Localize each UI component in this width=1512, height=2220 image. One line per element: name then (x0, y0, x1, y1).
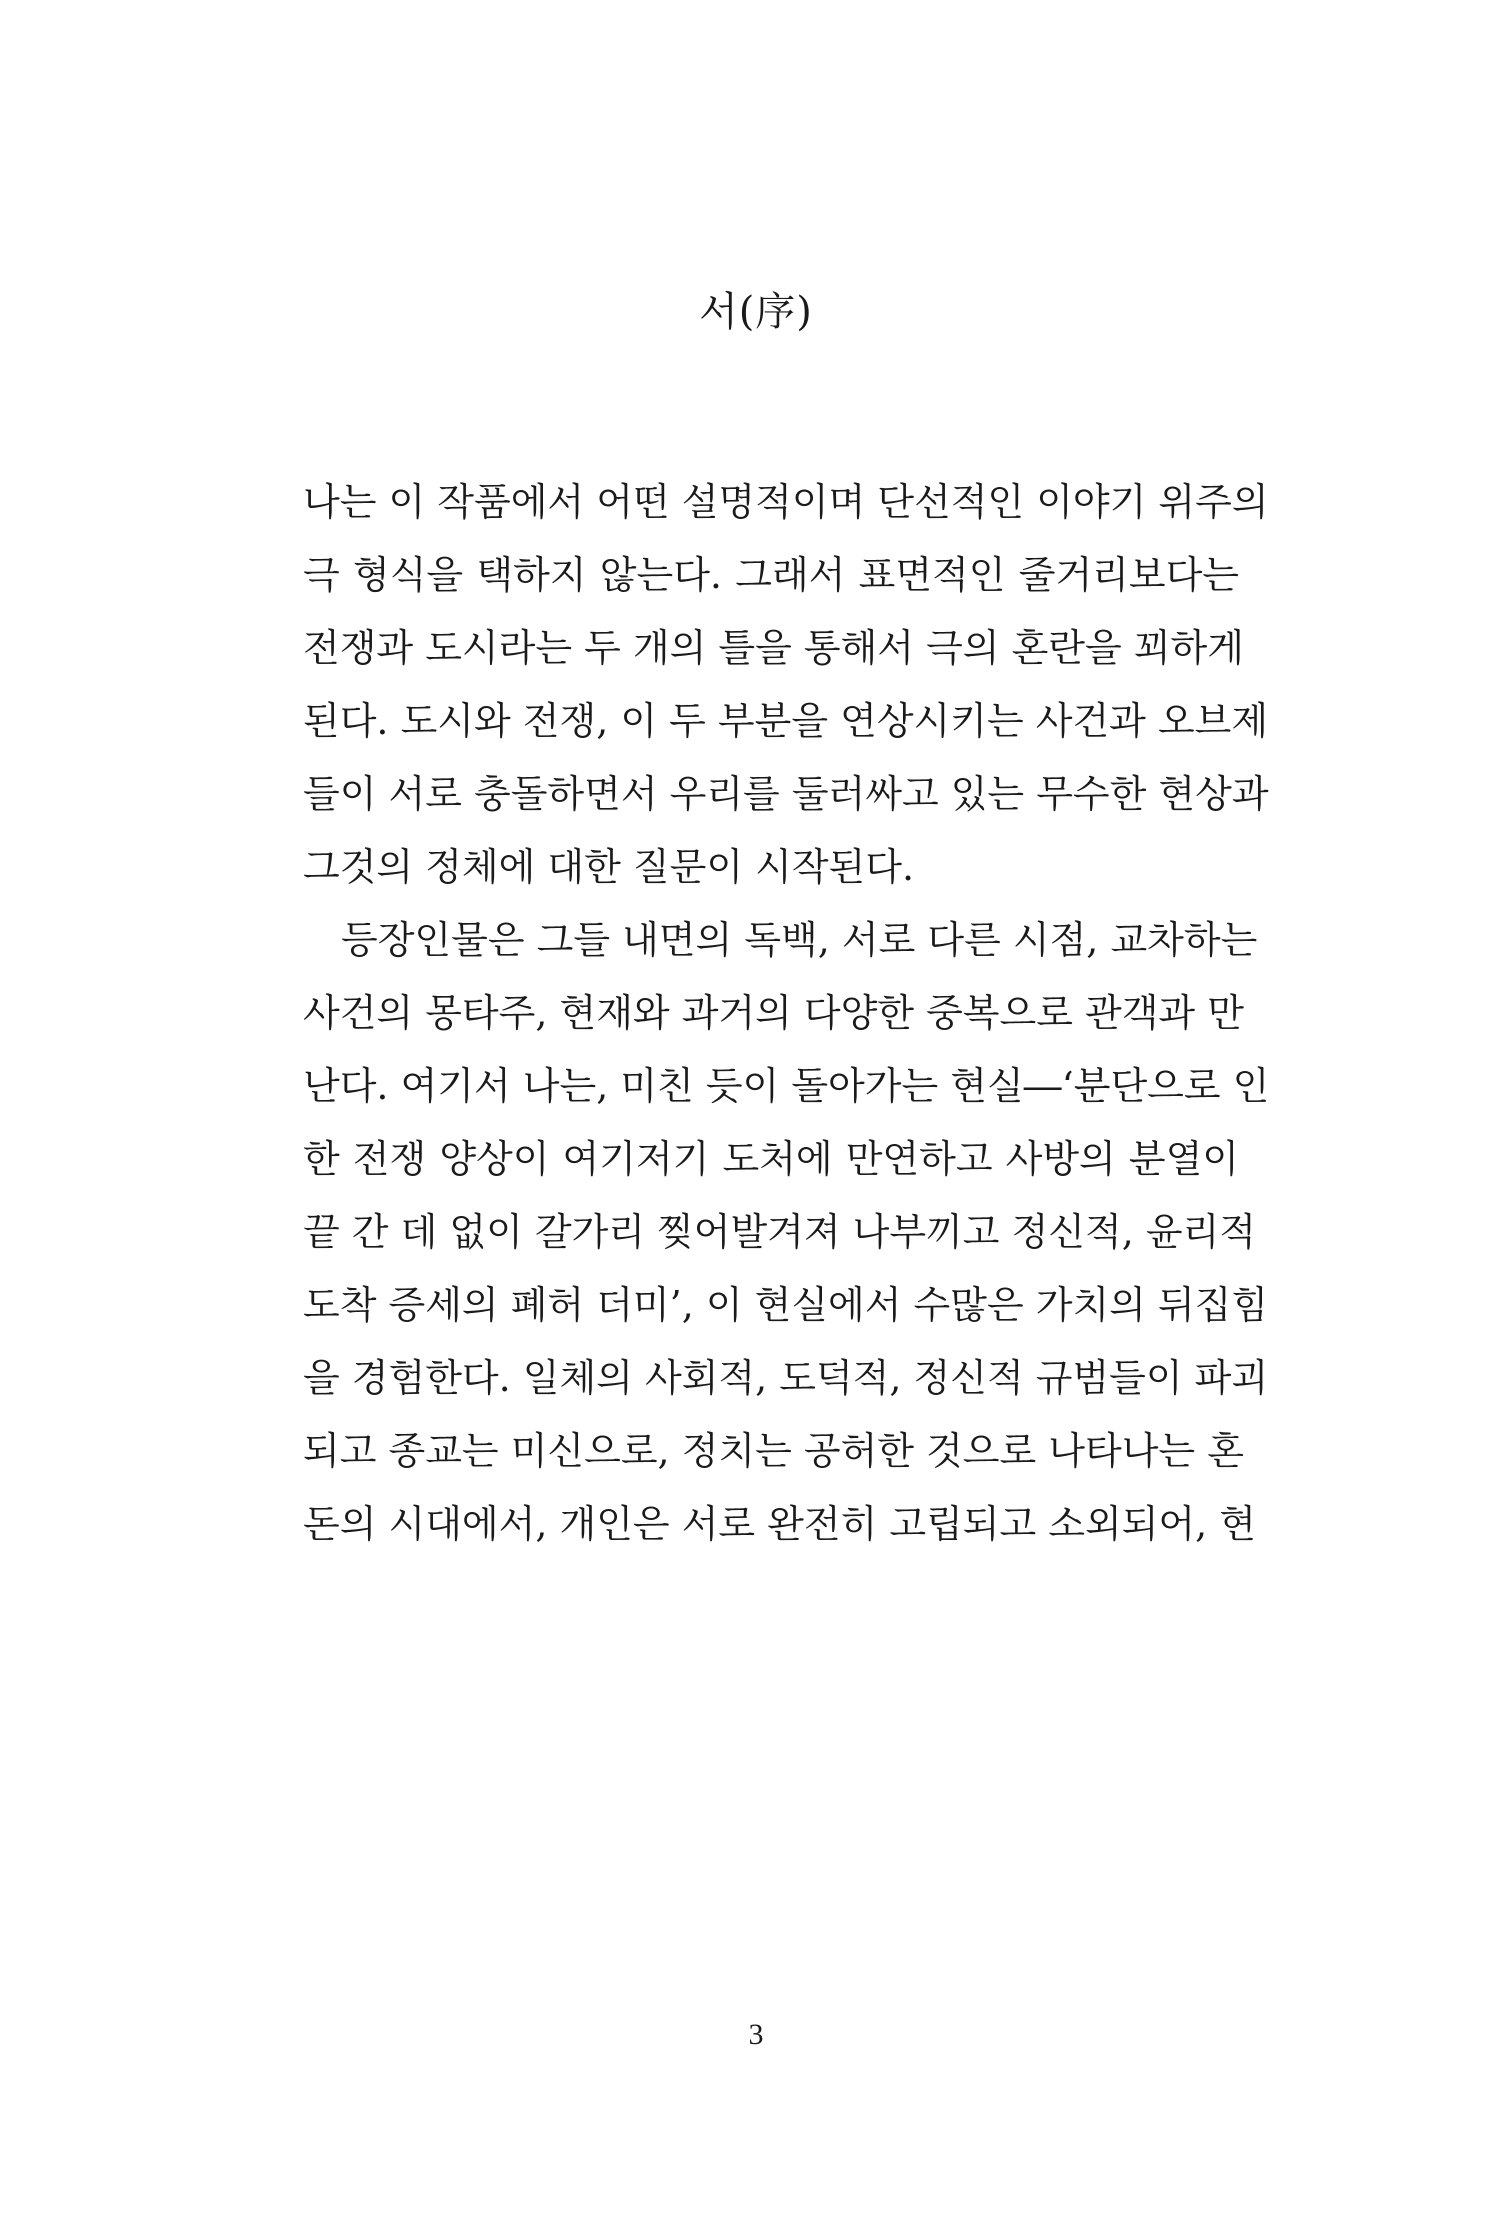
text-line: 나는 이 작품에서 어떤 설명적이며 단선적인 이야기 위주의 (303, 480, 1269, 524)
text-line: 전쟁과 도시라는 두 개의 틀을 통해서 극의 혼란을 꾀하게 (303, 626, 1244, 670)
text-line: 극 형식을 택하지 않는다. 그래서 표면적인 줄거리보다는 (303, 553, 1239, 597)
body-text (303, 466, 1270, 1561)
text-line: 돈의 시대에서, 개인은 서로 완전히 고립되고 소외되어, 현 (303, 1502, 1256, 1546)
paragraph-1 (303, 466, 1269, 904)
page-number: 3 (748, 2018, 764, 2051)
paragraph-2 (303, 904, 1270, 1561)
text-line: 한 전쟁 양상이 여기저기 도처에 만연하고 사방의 분열이 (303, 1137, 1239, 1181)
text-line: 끝 간 데 없이 갈가리 찢어발겨져 나부끼고 정신적, 윤리적 (303, 1210, 1256, 1254)
text-line: 난다. 여기서 나는, 미친 듯이 돌아가는 현실―‘분단으로 인 (303, 1064, 1270, 1108)
text-line: 사건의 몽타주, 현재와 과거의 다양한 중복으로 관객과 만 (303, 991, 1244, 1035)
text-line: 도착 증세의 폐허 더미’, 이 현실에서 수많은 가치의 뒤집힘 (303, 1283, 1269, 1327)
text-line: 들이 서로 충돌하면서 우리를 둘러싸고 있는 무수한 현상과 (303, 772, 1269, 816)
text-line: 그것의 정체에 대한 질문이 시작된다. (303, 845, 915, 889)
text-line: 된다. 도시와 전쟁, 이 두 부분을 연상시키는 사건과 오브제 (303, 699, 1269, 743)
page-title: 서(序) (699, 288, 813, 335)
text-line: 되고 종교는 미신으로, 정치는 공허한 것으로 나타나는 혼 (303, 1429, 1244, 1473)
text-line: 등장인물은 그들 내면의 독백, 서로 다른 시점, 교차하는 (341, 918, 1258, 962)
text-line: 을 경험한다. 일체의 사회적, 도덕적, 정신적 규범들이 파괴 (303, 1356, 1269, 1400)
